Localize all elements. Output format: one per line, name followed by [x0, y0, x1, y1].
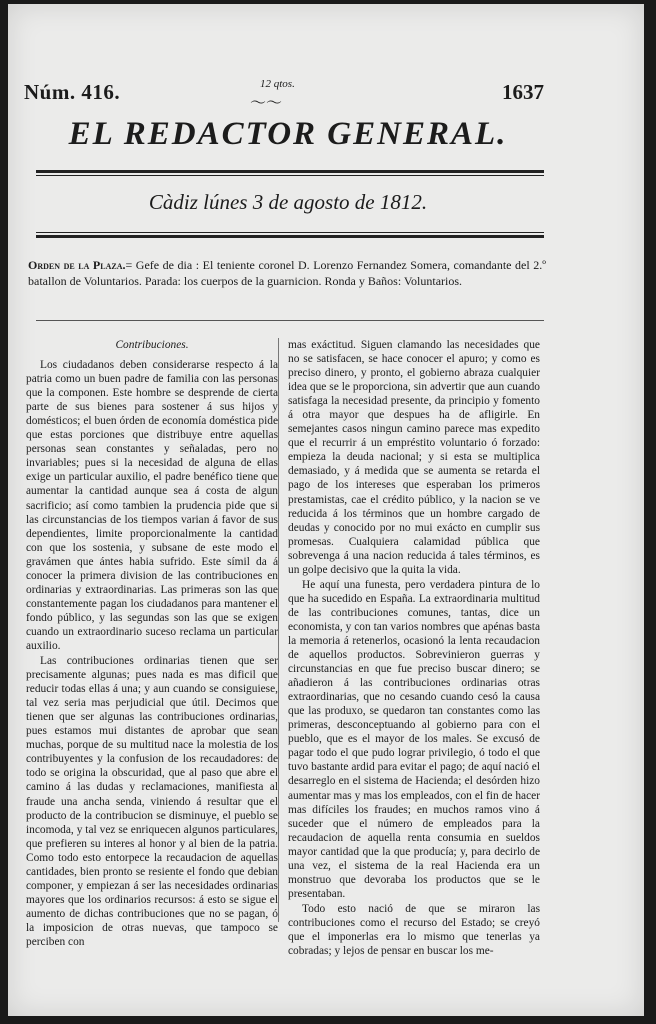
paragraph: He aquí una funesta, pero verdadera pintura de lo que ha sucedido en España. La extraordinaria multitud de las contribuciones comunes, tantas, dice un economista, y con tan varios nombres que apénas basta la memoria á retenerlos, ocasionó la lenta recaudacion de aquellos productos. Sobrevinieron guerras y circunstancias en que fue preciso buscar dinero; se añadieron á las contribuciones ordinarias otras extraordinarias, que no cesando cuando cesó la causa que las produxo, se quedaron tan constantes como las primeras, desconceptuando al gobierno para con el pueblo, que es el mayor de los males. Se excusó de pagar todo el que pudo lograr privilegio, ó todo el que tuvo bastante ardid para evitar el pago; de aquí nació el desarreglo en el sistema de Hacienda; el desórden hizo aumentar mas y mas los empleados, con el fin de hacer mas difíciles los fraudes; en muchos ramos vino á suceder que el número de empleados para la recaudacion de aquella renta consumia en sueldos mayor cantidad que la que producía; y, para decirlo de una vez, el sistema de la real Hacienda era un monstruo que devoraba los productos que se le presentaban.	[288, 578, 540, 900]
article-column-left	[26, 338, 278, 950]
orden-label: Orden de la Plaza.	[28, 258, 126, 272]
issue-number: Núm. 416.	[24, 80, 121, 104]
article-column-right	[288, 338, 540, 959]
orden-de-la-plaza	[28, 258, 546, 289]
newspaper-page	[8, 4, 644, 1016]
article-heading: Contribuciones.	[115, 339, 189, 351]
orden-text: = Gefe de dia : El teniente coronel D. Lorenzo Fernandez Somera, comandante del 2.º batallon de Voluntarios. Parada: los cuerpos de la guarnicion. Ronda y Baños: Voluntarios.	[28, 258, 546, 288]
paragraph: Las contribuciones ordinarias tienen que ser precisamente algunas; pues nada es mas dificil que reducir todas ellas á una; y aun cuando se consiguiese, tal vez seria mas perjudicial que útil. Decimos que tienen que ser algunas las contribuciones ordinarias, pues estamos mui distantes de aprobar que sean muchas, porque de su multitud nace la molestia de los contribuyentes y la confusion de los recaudadores: de todo se origina la obscuridad, que al paso que abre el camino á las dudas y reclamaciones, manifiesta al fraude una ancha senda, viniendo á resultar que el producto de la contribucion se disminuye, el pueblo se incomoda, y tal vez se enriquecen algunos particulares, que prefieren su interes al honor y al bien de la patria. Como todo esto entorpece la recaudacion de aquellas cantidades, bien pronto se resiente el fondo que debian componer, y empiezan á ser las necesidades ordinarias mayores que los ordinarios recursos: á esto se sigue el aumento de dichas contribuciones que no se pagan, ó la imposicion de otras nuevas, que tampoco se perciben con	[26, 655, 278, 948]
page-number: 1637	[502, 80, 544, 104]
issue-date: Càdiz lúnes 3 de agosto de 1812.	[148, 190, 428, 214]
date-rule-thick	[36, 235, 544, 238]
date-rule-thin	[36, 232, 544, 233]
column-divider	[278, 338, 279, 922]
masthead-row	[24, 80, 544, 110]
section-divider	[36, 320, 544, 321]
title-rule-thin	[36, 175, 544, 176]
paragraph: mas exáctitud. Siguen clamando las necesidades que no se satisfacen, se hace conocer el apuro; y como es preciso dinero, y pronto, el gobierno abraza cualquier idea que se le proporciona, sin advertir que aun cuando satisfaga la necesidad presente, da principio y fomento á otra mayor que despues ha de afligirle. En semejantes casos ningun camino parece mas expedito que el recurrir á un empréstito voluntario ó forzado: empieza la deuda nacional; y si esta se multiplica demasiado, y á medida que se aumenta se retarda el pago de los intereses que esperaban los primeros prestamistas, cae el crédito público, y la nacion se ve reducida á los términos que un hombre cargado de deudas y conocido por no mui exácto en cumplir sus promesas. Cualquiera calamidad pública que sobrevenga á una nacion reducida á tales términos, es un golpe decisivo que la quita la vida.	[288, 339, 540, 576]
paragraph: Todo esto nació de que se miraron las contribuciones como el recurso del Estado; se creyó que el imponerlas era lo mismo que tenerlas ya cobradas; y lejos de pensar en buscar los me-	[288, 902, 540, 958]
title-rule-thick	[36, 170, 544, 173]
price: 12 qtos.	[260, 78, 295, 90]
newspaper-title: EL REDACTOR GENERAL.	[68, 116, 508, 152]
ornament-swash: 〜〜	[250, 95, 283, 112]
paragraph: Los ciudadanos deben considerarse respecto á la patria como un buen padre de familia con las personas que la componen. Este hombre se desprende de cierta parte de sus bienes para sostener á sus hijos y domésticos; el buen órden de economía doméstica pide que estas porciones que distribuye entre aquellas personas sean constantes y señaladas, pero no invariables; pues si la necesidad de alguna de ellas exige un particular auxilio, el padre benéfico tiene que aumentar la cantidad aunque sea á costa de algun sacrificio; así como tambien la prudencia pide que si las circunstancias de los tiempos varian á favor de sus dependientes, limite proporcionalmente la cantidad con que los sostenia, y subsane de este modo el gravámen que ántes habia sufrido. Este símil da á conocer la primera division de las contribuciones en ordinarias y extraordinarias. Las primeras son las que constantemente pagan los ciudadanos para mantener el fondo público, y las segundas son las que se exigen cuando un extraordinario suceso reclama un particular auxilio.	[26, 359, 278, 652]
